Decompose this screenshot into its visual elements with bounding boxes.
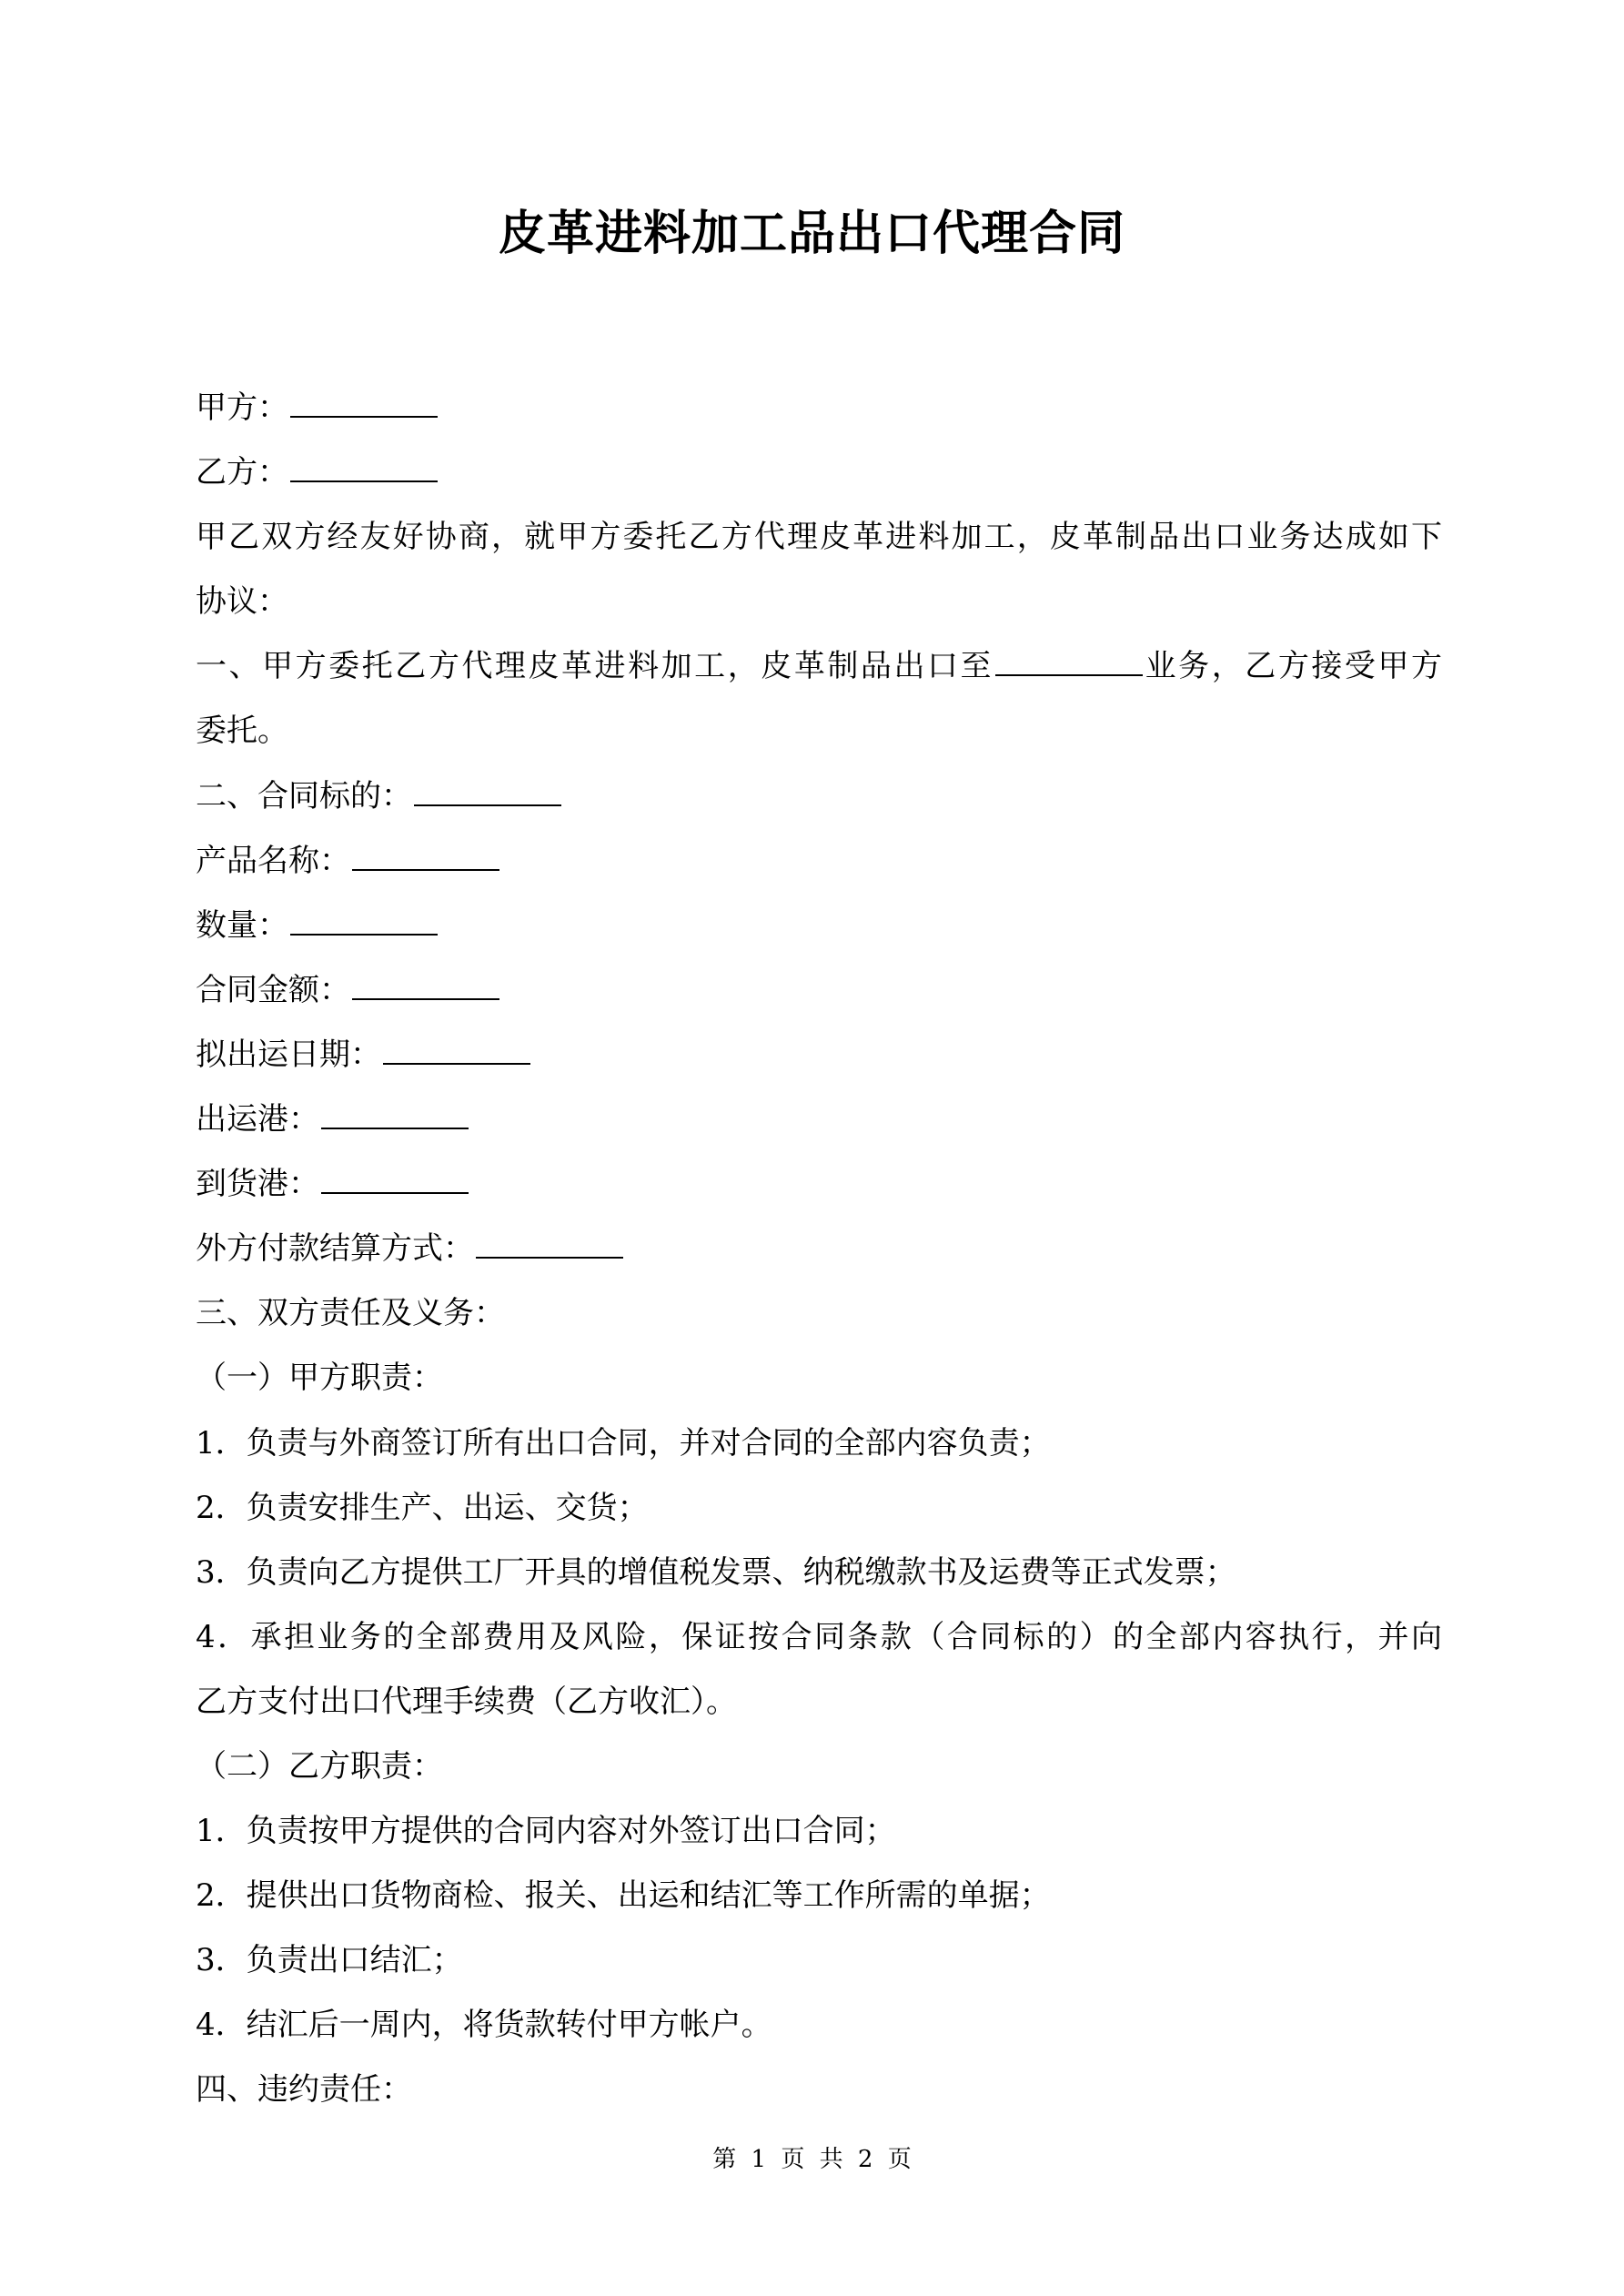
fill-blank	[290, 390, 438, 418]
line-text: 甲乙双方经友好协商，就甲方委托乙方代理皮革进料加工，皮革制品出口业务达成如下	[196, 519, 1442, 556]
line-text: 二、合同标的：	[196, 777, 412, 814]
line-text: 协议：	[196, 583, 288, 621]
preamble-line-cont	[196, 570, 1442, 634]
preamble-line	[196, 505, 1442, 570]
line-text: 3．负责向乙方提供工厂开具的增值税发票、纳税缴款书及运费等正式发票；	[196, 1553, 1236, 1591]
line-text: 2．负责安排生产、出运、交货；	[196, 1489, 649, 1526]
product-name-line	[196, 829, 1442, 894]
party-b-duties-heading	[196, 1735, 1442, 1799]
clause-4-heading	[196, 2058, 1442, 2122]
page-footer: 第 1 页 共 2 页	[712, 2146, 912, 2173]
party-a-line	[196, 376, 1442, 440]
contract-body	[196, 376, 1442, 2123]
line-text: （一）甲方职责：	[196, 1360, 443, 1397]
line-text: （二）乙方职责：	[196, 1747, 443, 1785]
line-text: 外方付款结算方式：	[196, 1230, 474, 1268]
fill-blank	[290, 908, 438, 936]
line-text: 数量：	[196, 906, 288, 944]
fill-blank	[321, 1102, 469, 1129]
party-a-duty-4	[196, 1605, 1442, 1670]
clause-1-line-cont	[196, 699, 1442, 764]
line-text: 一、甲方委托乙方代理皮革进料加工，皮革制品出口至	[196, 648, 994, 685]
shipping-date-line	[196, 1023, 1442, 1087]
payment-method-line	[196, 1217, 1442, 1281]
line-text: 产品名称：	[196, 842, 350, 879]
party-a-duty-1	[196, 1411, 1442, 1476]
document-title: 皮革进料加工品出口代理合同	[498, 206, 1125, 261]
line-text: 合同金额：	[196, 971, 350, 1008]
fill-blank	[290, 455, 438, 482]
line-text: 到货港：	[196, 1166, 319, 1203]
fill-blank	[352, 844, 499, 871]
line-text: 出运港：	[196, 1101, 319, 1138]
line-text: 三、双方责任及义务：	[196, 1295, 505, 1332]
clause-3-heading	[196, 1281, 1442, 1346]
party-b-line	[196, 440, 1442, 505]
line-text: 拟出运日期：	[196, 1036, 381, 1073]
line-text: 乙方支付出口代理手续费（乙方收汇）。	[196, 1683, 737, 1720]
line-text: 1．负责与外商签订所有出口合同，并对合同的全部内容负责；	[196, 1424, 1051, 1462]
port-of-loading-line	[196, 1087, 1442, 1152]
fill-blank	[995, 649, 1143, 676]
fill-blank	[414, 779, 561, 806]
party-b-duty-4	[196, 1993, 1442, 2058]
clause-2-subject-line	[196, 764, 1442, 829]
party-a-duty-4-cont	[196, 1670, 1442, 1735]
contract-amount-line	[196, 958, 1442, 1023]
port-of-destination-line	[196, 1152, 1442, 1217]
line-text-after: 业务，乙方接受甲方	[1143, 648, 1443, 685]
party-a-duty-2	[196, 1476, 1442, 1541]
line-text: 4．结汇后一周内，将货款转付甲方帐户。	[196, 2007, 772, 2044]
line-text: 2．提供出口货物商检、报关、出运和结汇等工作所需的单据；	[196, 1877, 1051, 1915]
line-text: 乙方：	[196, 454, 288, 491]
clause-1-line	[196, 634, 1442, 699]
fill-blank	[476, 1231, 623, 1259]
line-text: 4．承担业务的全部费用及风险，保证按合同条款（合同标的）的全部内容执行，并向	[196, 1618, 1442, 1655]
party-b-duty-3	[196, 1928, 1442, 1993]
party-a-duties-heading	[196, 1346, 1442, 1411]
party-a-duty-3	[196, 1541, 1442, 1605]
quantity-line	[196, 894, 1442, 958]
line-text: 四、违约责任：	[196, 2071, 412, 2109]
line-text: 3．负责出口结汇；	[196, 1942, 463, 1979]
fill-blank	[383, 1037, 530, 1065]
line-text: 甲方：	[196, 389, 288, 426]
party-b-duty-2	[196, 1864, 1442, 1928]
fill-blank	[321, 1167, 469, 1194]
party-b-duty-1	[196, 1799, 1442, 1864]
fill-blank	[352, 973, 499, 1000]
line-text: 委托。	[196, 713, 288, 750]
line-text: 1．负责按甲方提供的合同内容对外签订出口合同；	[196, 1813, 896, 1850]
